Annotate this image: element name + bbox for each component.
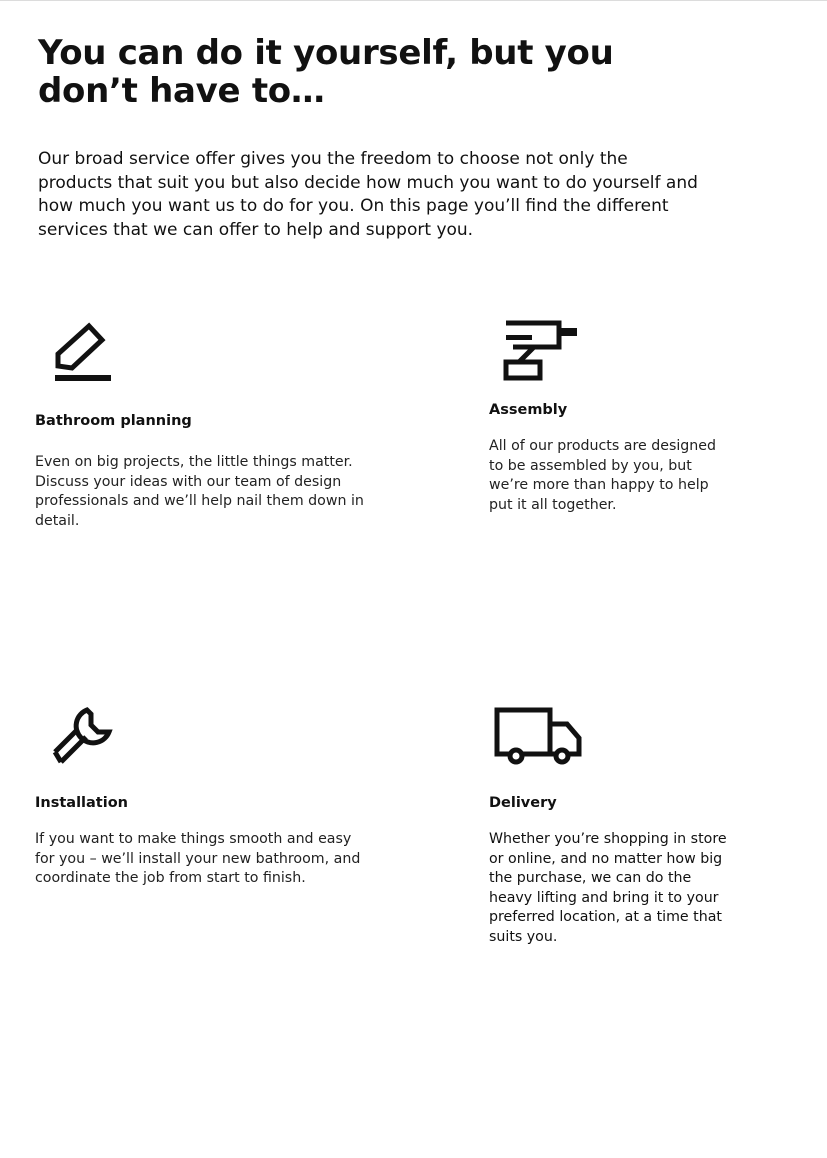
service-description: Even on big projects, the little things matter. Discuss your ideas with our team of design professionals and we’ll help nail them down in detail. xyxy=(35,454,364,529)
service-assembly xyxy=(489,316,789,536)
service-bathroom-planning xyxy=(35,318,415,538)
intro-paragraph: Our broad service offer gives you the freedom to choose not only the products that suit you but also decide how much you want to do yourself and how much you want us to do for you. On this page you’ll find the different services that we can offer to help and support you. xyxy=(38,149,698,240)
page-title: You can do it yourself, but you don’t have to… xyxy=(38,33,614,111)
service-title: Delivery xyxy=(489,795,557,811)
wrench-icon xyxy=(51,706,117,768)
service-description: If you want to make things smooth and easy for you – we’ll install your new bathroom, and coordinate the job from start to finish. xyxy=(35,831,361,886)
service-title: Assembly xyxy=(489,402,568,418)
pencil-icon xyxy=(53,322,115,384)
drill-icon xyxy=(501,318,581,384)
service-installation xyxy=(35,702,415,902)
truck-icon xyxy=(493,706,583,766)
service-title: Bathroom planning xyxy=(35,413,192,429)
service-description: All of our products are designed to be assembled by you, but we’re more than happy to help put it all together. xyxy=(489,438,717,513)
service-delivery xyxy=(489,702,789,962)
service-title: Installation xyxy=(35,795,128,811)
service-description: Whether you’re shopping in store or online, and no matter how big the purchase, we can do the heavy lifting and bring it to your preferred location, at a time that suits you. xyxy=(489,831,727,945)
top-divider xyxy=(0,0,827,1)
